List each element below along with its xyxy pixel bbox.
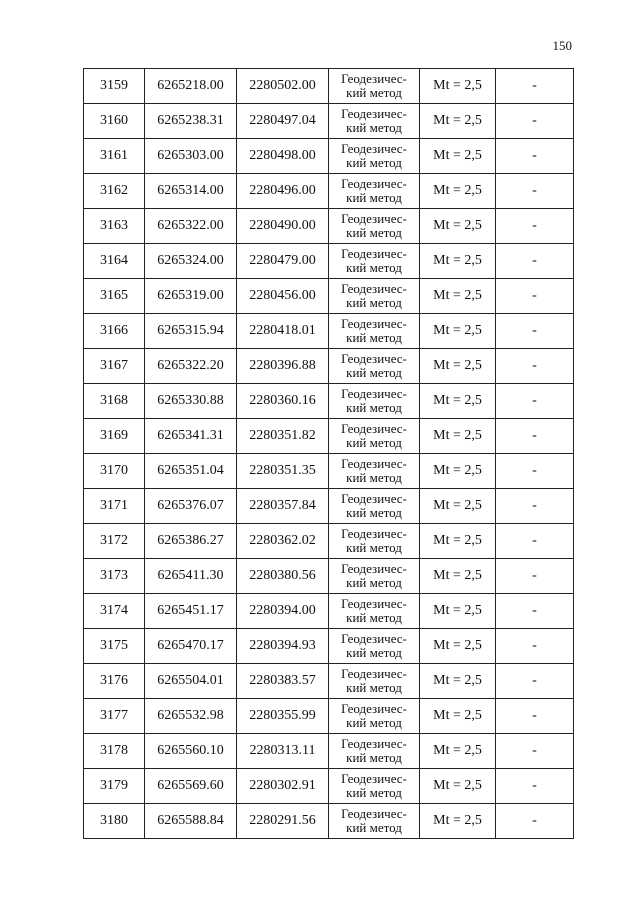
y-coordinate-cell: 2280357.84 xyxy=(237,489,329,524)
x-coordinate-cell: 6265451.17 xyxy=(145,594,237,629)
note-cell: - xyxy=(496,769,574,804)
method-cell: Геодезичес- кий метод xyxy=(329,104,420,139)
note-cell: - xyxy=(496,384,574,419)
point-number-cell: 3166 xyxy=(84,314,145,349)
method-cell: Геодезичес- кий метод xyxy=(329,559,420,594)
accuracy-cell: Mt = 2,5 xyxy=(420,174,496,209)
method-cell: Геодезичес- кий метод xyxy=(329,769,420,804)
point-number-cell: 3172 xyxy=(84,524,145,559)
note-cell: - xyxy=(496,279,574,314)
note-cell: - xyxy=(496,104,574,139)
point-number-cell: 3174 xyxy=(84,594,145,629)
note-cell: - xyxy=(496,349,574,384)
x-coordinate-cell: 6265341.31 xyxy=(145,419,237,454)
note-cell: - xyxy=(496,594,574,629)
accuracy-cell: Mt = 2,5 xyxy=(420,594,496,629)
coordinates-table xyxy=(83,68,574,839)
accuracy-cell: Mt = 2,5 xyxy=(420,384,496,419)
x-coordinate-cell: 6265376.07 xyxy=(145,489,237,524)
point-number-cell: 3173 xyxy=(84,559,145,594)
table-row xyxy=(84,489,574,524)
note-cell: - xyxy=(496,734,574,769)
y-coordinate-cell: 2280394.93 xyxy=(237,629,329,664)
point-number-cell: 3159 xyxy=(84,69,145,104)
y-coordinate-cell: 2280498.00 xyxy=(237,139,329,174)
table-row xyxy=(84,524,574,559)
accuracy-cell: Mt = 2,5 xyxy=(420,734,496,769)
y-coordinate-cell: 2280479.00 xyxy=(237,244,329,279)
table-row xyxy=(84,104,574,139)
accuracy-cell: Mt = 2,5 xyxy=(420,314,496,349)
table-row xyxy=(84,69,574,104)
method-cell: Геодезичес- кий метод xyxy=(329,699,420,734)
table-row xyxy=(84,419,574,454)
y-coordinate-cell: 2280490.00 xyxy=(237,209,329,244)
method-cell: Геодезичес- кий метод xyxy=(329,69,420,104)
x-coordinate-cell: 6265314.00 xyxy=(145,174,237,209)
table-row xyxy=(84,384,574,419)
x-coordinate-cell: 6265588.84 xyxy=(145,804,237,839)
point-number-cell: 3164 xyxy=(84,244,145,279)
table-row xyxy=(84,314,574,349)
x-coordinate-cell: 6265386.27 xyxy=(145,524,237,559)
note-cell: - xyxy=(496,699,574,734)
table-row xyxy=(84,139,574,174)
x-coordinate-cell: 6265238.31 xyxy=(145,104,237,139)
method-cell: Геодезичес- кий метод xyxy=(329,804,420,839)
accuracy-cell: Mt = 2,5 xyxy=(420,769,496,804)
method-cell: Геодезичес- кий метод xyxy=(329,209,420,244)
table-row xyxy=(84,804,574,839)
method-cell: Геодезичес- кий метод xyxy=(329,279,420,314)
point-number-cell: 3176 xyxy=(84,664,145,699)
table-row xyxy=(84,349,574,384)
table-row xyxy=(84,209,574,244)
accuracy-cell: Mt = 2,5 xyxy=(420,664,496,699)
method-cell: Геодезичес- кий метод xyxy=(329,174,420,209)
table-row xyxy=(84,559,574,594)
accuracy-cell: Mt = 2,5 xyxy=(420,804,496,839)
method-cell: Геодезичес- кий метод xyxy=(329,384,420,419)
y-coordinate-cell: 2280355.99 xyxy=(237,699,329,734)
accuracy-cell: Mt = 2,5 xyxy=(420,209,496,244)
x-coordinate-cell: 6265324.00 xyxy=(145,244,237,279)
method-cell: Геодезичес- кий метод xyxy=(329,734,420,769)
accuracy-cell: Mt = 2,5 xyxy=(420,139,496,174)
method-cell: Геодезичес- кий метод xyxy=(329,454,420,489)
x-coordinate-cell: 6265569.60 xyxy=(145,769,237,804)
method-cell: Геодезичес- кий метод xyxy=(329,524,420,559)
point-number-cell: 3167 xyxy=(84,349,145,384)
coordinates-table-body xyxy=(84,69,574,839)
note-cell: - xyxy=(496,524,574,559)
table-row xyxy=(84,734,574,769)
y-coordinate-cell: 2280360.16 xyxy=(237,384,329,419)
point-number-cell: 3171 xyxy=(84,489,145,524)
table-row xyxy=(84,454,574,489)
table-row xyxy=(84,244,574,279)
accuracy-cell: Mt = 2,5 xyxy=(420,279,496,314)
accuracy-cell: Mt = 2,5 xyxy=(420,559,496,594)
note-cell: - xyxy=(496,629,574,664)
point-number-cell: 3178 xyxy=(84,734,145,769)
accuracy-cell: Mt = 2,5 xyxy=(420,524,496,559)
table-row xyxy=(84,664,574,699)
note-cell: - xyxy=(496,244,574,279)
point-number-cell: 3169 xyxy=(84,419,145,454)
table-row xyxy=(84,279,574,314)
method-cell: Геодезичес- кий метод xyxy=(329,629,420,664)
x-coordinate-cell: 6265504.01 xyxy=(145,664,237,699)
point-number-cell: 3165 xyxy=(84,279,145,314)
method-cell: Геодезичес- кий метод xyxy=(329,594,420,629)
page-number: 150 xyxy=(552,38,572,53)
accuracy-cell: Mt = 2,5 xyxy=(420,419,496,454)
x-coordinate-cell: 6265330.88 xyxy=(145,384,237,419)
y-coordinate-cell: 2280496.00 xyxy=(237,174,329,209)
y-coordinate-cell: 2280362.02 xyxy=(237,524,329,559)
note-cell: - xyxy=(496,664,574,699)
x-coordinate-cell: 6265351.04 xyxy=(145,454,237,489)
method-cell: Геодезичес- кий метод xyxy=(329,314,420,349)
point-number-cell: 3170 xyxy=(84,454,145,489)
point-number-cell: 3168 xyxy=(84,384,145,419)
accuracy-cell: Mt = 2,5 xyxy=(420,629,496,664)
y-coordinate-cell: 2280351.35 xyxy=(237,454,329,489)
accuracy-cell: Mt = 2,5 xyxy=(420,349,496,384)
y-coordinate-cell: 2280351.82 xyxy=(237,419,329,454)
x-coordinate-cell: 6265560.10 xyxy=(145,734,237,769)
note-cell: - xyxy=(496,804,574,839)
y-coordinate-cell: 2280383.57 xyxy=(237,664,329,699)
note-cell: - xyxy=(496,419,574,454)
point-number-cell: 3180 xyxy=(84,804,145,839)
note-cell: - xyxy=(496,174,574,209)
method-cell: Геодезичес- кий метод xyxy=(329,244,420,279)
y-coordinate-cell: 2280502.00 xyxy=(237,69,329,104)
point-number-cell: 3163 xyxy=(84,209,145,244)
table-row xyxy=(84,699,574,734)
x-coordinate-cell: 6265303.00 xyxy=(145,139,237,174)
accuracy-cell: Mt = 2,5 xyxy=(420,69,496,104)
y-coordinate-cell: 2280456.00 xyxy=(237,279,329,314)
x-coordinate-cell: 6265322.00 xyxy=(145,209,237,244)
point-number-cell: 3179 xyxy=(84,769,145,804)
accuracy-cell: Mt = 2,5 xyxy=(420,454,496,489)
table-row xyxy=(84,174,574,209)
accuracy-cell: Mt = 2,5 xyxy=(420,489,496,524)
point-number-cell: 3175 xyxy=(84,629,145,664)
note-cell: - xyxy=(496,454,574,489)
note-cell: - xyxy=(496,314,574,349)
y-coordinate-cell: 2280313.11 xyxy=(237,734,329,769)
table-row xyxy=(84,629,574,664)
x-coordinate-cell: 6265315.94 xyxy=(145,314,237,349)
accuracy-cell: Mt = 2,5 xyxy=(420,104,496,139)
y-coordinate-cell: 2280302.91 xyxy=(237,769,329,804)
x-coordinate-cell: 6265411.30 xyxy=(145,559,237,594)
point-number-cell: 3162 xyxy=(84,174,145,209)
method-cell: Геодезичес- кий метод xyxy=(329,139,420,174)
note-cell: - xyxy=(496,69,574,104)
y-coordinate-cell: 2280380.56 xyxy=(237,559,329,594)
x-coordinate-cell: 6265319.00 xyxy=(145,279,237,314)
accuracy-cell: Mt = 2,5 xyxy=(420,244,496,279)
point-number-cell: 3177 xyxy=(84,699,145,734)
note-cell: - xyxy=(496,559,574,594)
accuracy-cell: Mt = 2,5 xyxy=(420,699,496,734)
table-row xyxy=(84,769,574,804)
point-number-cell: 3160 xyxy=(84,104,145,139)
method-cell: Геодезичес- кий метод xyxy=(329,419,420,454)
y-coordinate-cell: 2280396.88 xyxy=(237,349,329,384)
x-coordinate-cell: 6265218.00 xyxy=(145,69,237,104)
note-cell: - xyxy=(496,489,574,524)
y-coordinate-cell: 2280394.00 xyxy=(237,594,329,629)
method-cell: Геодезичес- кий метод xyxy=(329,489,420,524)
y-coordinate-cell: 2280497.04 xyxy=(237,104,329,139)
y-coordinate-cell: 2280291.56 xyxy=(237,804,329,839)
x-coordinate-cell: 6265470.17 xyxy=(145,629,237,664)
note-cell: - xyxy=(496,139,574,174)
method-cell: Геодезичес- кий метод xyxy=(329,664,420,699)
note-cell: - xyxy=(496,209,574,244)
method-cell: Геодезичес- кий метод xyxy=(329,349,420,384)
x-coordinate-cell: 6265532.98 xyxy=(145,699,237,734)
table-row xyxy=(84,594,574,629)
y-coordinate-cell: 2280418.01 xyxy=(237,314,329,349)
x-coordinate-cell: 6265322.20 xyxy=(145,349,237,384)
point-number-cell: 3161 xyxy=(84,139,145,174)
